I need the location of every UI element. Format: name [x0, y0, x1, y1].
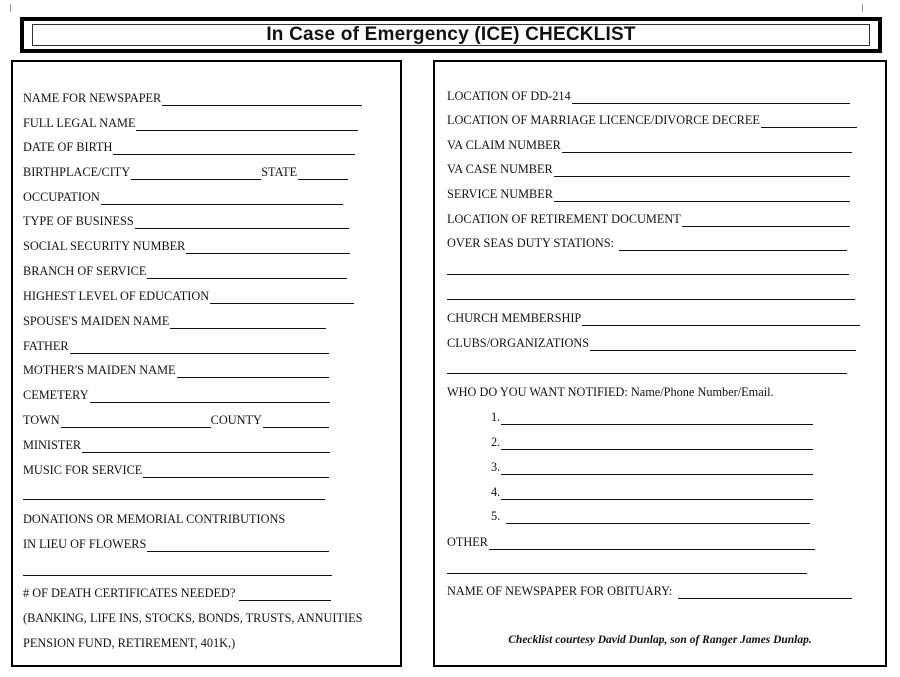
- field-label: CHURCH MEMBERSHIP: [447, 311, 582, 325]
- field-branch-of-service[interactable]: [23, 263, 347, 279]
- field-date-of-birth[interactable]: [23, 139, 355, 155]
- field-type-of-business[interactable]: [23, 213, 349, 229]
- field-label: NAME FOR NEWSPAPER: [23, 91, 162, 105]
- field-label: TOWN: [23, 413, 60, 427]
- field-highest-level-of-education[interactable]: [23, 288, 354, 304]
- field-cemetery[interactable]: [23, 387, 330, 403]
- field-label: BIRTHPLACE/CITY: [23, 165, 131, 179]
- field-overseas-duty-stations[interactable]: [447, 235, 847, 251]
- field-label: TYPE OF BUSINESS: [23, 214, 134, 228]
- field-label: OCCUPATION: [23, 190, 100, 204]
- notify-number: 4.: [491, 485, 501, 499]
- blank-line[interactable]: [447, 273, 849, 275]
- blank-line[interactable]: [447, 572, 807, 574]
- field-blank[interactable]: [298, 168, 348, 180]
- field-blank[interactable]: [554, 190, 850, 202]
- field-label: LOCATION OF RETIREMENT DOCUMENT: [447, 212, 681, 226]
- field-label: DONATIONS OR MEMORIAL CONTRIBUTIONS: [23, 512, 286, 526]
- field-label: OVER SEAS DUTY STATIONS:: [447, 236, 614, 250]
- title-inner-frame: [32, 24, 870, 46]
- field-blank[interactable]: [682, 215, 850, 227]
- field-label: DATE OF BIRTH: [23, 140, 113, 154]
- field-label: PENSION FUND, RETIREMENT, 401K,): [23, 636, 236, 650]
- field-mothers-maiden-name[interactable]: [23, 362, 329, 378]
- field-blank[interactable]: [131, 168, 261, 180]
- field-blank[interactable]: [82, 441, 330, 453]
- field-label: VA CASE NUMBER: [447, 162, 553, 176]
- field-blank[interactable]: [136, 119, 358, 131]
- field-label: STATE: [261, 165, 298, 179]
- field-full-legal-name[interactable]: [23, 115, 358, 131]
- field-va-case-number[interactable]: [447, 161, 850, 177]
- field-blank[interactable]: [501, 438, 813, 450]
- field-blank[interactable]: [590, 339, 856, 351]
- field-blank[interactable]: [501, 488, 813, 500]
- field-blank[interactable]: [101, 193, 343, 205]
- page-title: In Case of Emergency (ICE) CHECKLIST: [266, 24, 636, 45]
- field-blank[interactable]: [70, 342, 329, 354]
- field-blank[interactable]: [170, 317, 326, 329]
- field-donations: [23, 511, 285, 527]
- field-va-claim-number[interactable]: [447, 137, 852, 153]
- blank-line[interactable]: [23, 498, 325, 500]
- field-label: IN LIEU OF FLOWERS: [23, 537, 147, 551]
- field-name-of-newspaper-for-obituary[interactable]: [447, 583, 852, 599]
- field-label: LOCATION OF MARRIAGE LICENCE/DIVORCE DECREE: [447, 113, 760, 127]
- field-other[interactable]: [447, 534, 815, 550]
- field-label: MUSIC FOR SERVICE: [23, 463, 143, 477]
- field-blank[interactable]: [506, 512, 810, 524]
- field-social-security-number[interactable]: [23, 238, 350, 254]
- notify-number: 5.: [491, 509, 501, 523]
- field-label: MINISTER: [23, 438, 82, 452]
- field-blank[interactable]: [147, 540, 329, 552]
- field-blank[interactable]: [761, 116, 857, 128]
- courtesy-note: Checklist courtesy David Dunlap, son of Ranger James Dunlap.: [508, 634, 812, 646]
- field-blank[interactable]: [143, 466, 329, 478]
- field-blank[interactable]: [210, 292, 354, 304]
- field-music-for-service[interactable]: [23, 462, 329, 478]
- field-name-for-newspaper[interactable]: [23, 90, 362, 106]
- death-certificates-note-2: [23, 635, 235, 651]
- field-blank[interactable]: [239, 589, 331, 601]
- field-blank[interactable]: [619, 239, 847, 251]
- field-blank[interactable]: [263, 416, 329, 428]
- field-minister[interactable]: [23, 437, 330, 453]
- notify-number: 1.: [491, 410, 501, 424]
- field-label: SOCIAL SECURITY NUMBER: [23, 239, 186, 253]
- field-blank[interactable]: [678, 587, 852, 599]
- field-service-number[interactable]: [447, 186, 850, 202]
- field-label: (BANKING, LIFE INS, STOCKS, BONDS, TRUSTS, ANNUITIES: [23, 611, 363, 625]
- field-blank[interactable]: [562, 141, 852, 153]
- blank-line[interactable]: [447, 298, 855, 300]
- field-church-membership[interactable]: [447, 310, 860, 326]
- death-certificates-note-1: [23, 610, 362, 626]
- notify-entry-4[interactable]: [491, 484, 813, 500]
- field-label: SPOUSE'S MAIDEN NAME: [23, 314, 170, 328]
- field-label: CEMETERY: [23, 388, 89, 402]
- field-father[interactable]: [23, 338, 329, 354]
- field-label: OTHER: [447, 535, 488, 549]
- field-label: WHO DO YOU WANT NOTIFIED: Name/Phone Number/Email.: [447, 385, 774, 399]
- field-label: FULL LEGAL NAME: [23, 116, 136, 130]
- field-clubs-organizations[interactable]: [447, 335, 856, 351]
- field-blank[interactable]: [572, 92, 850, 104]
- field-blank[interactable]: [113, 143, 355, 155]
- field-blank[interactable]: [177, 366, 329, 378]
- notify-number: 2.: [491, 435, 501, 449]
- field-blank[interactable]: [501, 413, 813, 425]
- field-blank[interactable]: [135, 217, 349, 229]
- field-death-certificates[interactable]: [23, 585, 331, 601]
- field-spouses-maiden-name[interactable]: [23, 313, 326, 329]
- notify-heading: [447, 384, 774, 400]
- blank-line[interactable]: [447, 372, 847, 374]
- field-town-county[interactable]: [23, 412, 329, 428]
- blank-line[interactable]: [23, 574, 332, 576]
- field-blank[interactable]: [90, 391, 330, 403]
- field-label: CLUBS/ORGANIZATIONS: [447, 336, 590, 350]
- field-label: NAME OF NEWSPAPER FOR OBITUARY:: [447, 584, 673, 598]
- field-label: HIGHEST LEVEL OF EDUCATION: [23, 289, 210, 303]
- notify-entry-1[interactable]: [491, 409, 813, 425]
- field-blank[interactable]: [147, 267, 347, 279]
- field-birthplace-state[interactable]: [23, 164, 348, 180]
- field-blank[interactable]: [489, 538, 815, 550]
- left-panel: [11, 60, 402, 667]
- field-blank[interactable]: [186, 242, 350, 254]
- right-panel: [433, 60, 887, 667]
- title-banner: [20, 17, 882, 53]
- field-label: BRANCH OF SERVICE: [23, 264, 147, 278]
- field-label: # OF DEATH CERTIFICATES NEEDED?: [23, 586, 236, 600]
- crop-mark: [862, 4, 871, 12]
- field-blank[interactable]: [162, 94, 362, 106]
- field-location-of-retirement-document[interactable]: [447, 211, 850, 227]
- crop-mark: [2, 4, 11, 12]
- notify-entry-2[interactable]: [491, 434, 813, 450]
- field-occupation[interactable]: [23, 189, 343, 205]
- field-in-lieu-of-flowers[interactable]: [23, 536, 329, 552]
- notify-number: 3.: [491, 460, 501, 474]
- field-blank[interactable]: [554, 165, 850, 177]
- field-label: SERVICE NUMBER: [447, 187, 553, 201]
- field-blank[interactable]: [582, 314, 860, 326]
- field-location-of-dd214[interactable]: [447, 88, 850, 104]
- notify-entry-3[interactable]: [491, 459, 813, 475]
- field-label: MOTHER'S MAIDEN NAME: [23, 363, 176, 377]
- field-blank[interactable]: [501, 463, 813, 475]
- field-label: VA CLAIM NUMBER: [447, 138, 561, 152]
- field-label: LOCATION OF DD-214: [447, 89, 571, 103]
- field-blank[interactable]: [61, 416, 211, 428]
- notify-entry-5[interactable]: [491, 508, 810, 524]
- field-location-of-marriage-licence[interactable]: [447, 112, 857, 128]
- field-label: COUNTY: [210, 413, 262, 427]
- field-label: FATHER: [23, 339, 69, 353]
